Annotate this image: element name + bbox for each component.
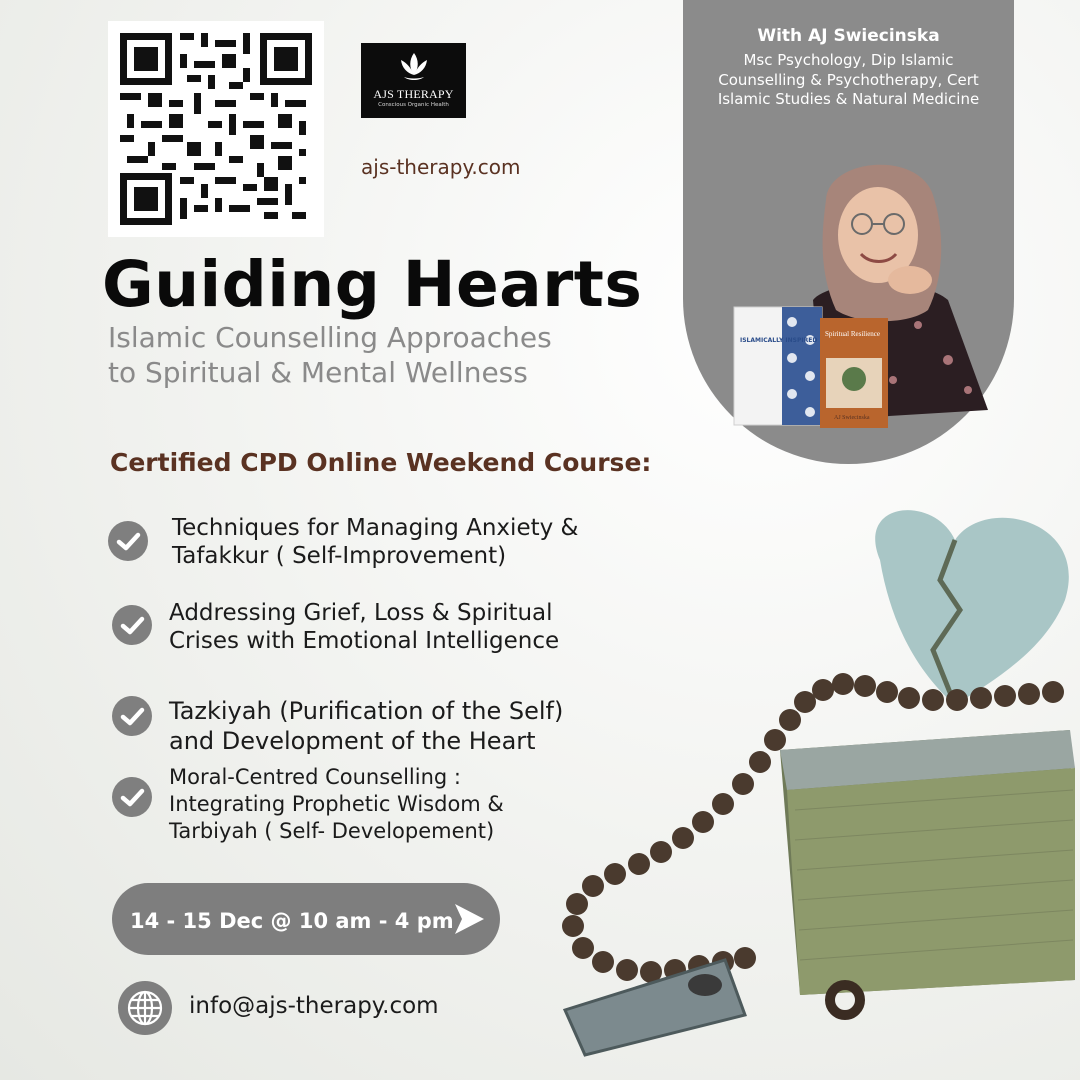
- schedule-text: 14 - 15 Dec @ 10 am - 4 pm: [130, 909, 454, 933]
- broken-heart-icon: [875, 510, 1069, 705]
- credentials-line-2: Counselling & Psychotherapy, Cert: [718, 70, 979, 89]
- topic-2-line-1: Addressing Grief, Loss & Spiritual: [169, 600, 553, 626]
- book2-title: Spiritual Resilience: [825, 330, 881, 338]
- check-icon: [112, 777, 152, 817]
- brand-logo: [361, 43, 466, 118]
- topic-2-line-2: Crises with Emotional Intelligence: [169, 628, 560, 654]
- book-islamically-inspired: [734, 307, 822, 425]
- qr-code-icon[interactable]: [108, 21, 324, 237]
- topic-3-line-1: Tazkiyah (Purification of the Self): [169, 697, 564, 725]
- globe-icon: [118, 981, 172, 1035]
- topic-item-2: [169, 599, 559, 655]
- credentials-line-1: Msc Psychology, Dip Islamic: [743, 51, 954, 69]
- instructor-credentials: [683, 51, 1014, 110]
- subtitle-line-2: to Spiritual & Mental Wellness: [108, 356, 528, 389]
- book1-title: ISLAMICALLY INSPIRED: [740, 337, 818, 344]
- check-icon: [108, 521, 148, 561]
- topic-4-line-3: Tarbiyah ( Self- Developement): [169, 819, 495, 843]
- course-heading: Certified CPD Online Weekend Course:: [110, 448, 652, 477]
- instructor-portrait: [718, 150, 998, 440]
- topic-item-1: [172, 514, 578, 570]
- topic-item-4: [169, 764, 504, 845]
- book-spiritual-resilience: [820, 318, 888, 428]
- subtitle: [108, 320, 552, 390]
- check-icon: [112, 696, 152, 736]
- subtitle-line-1: Islamic Counselling Approaches: [108, 321, 552, 354]
- credentials-line-3: Islamic Studies & Natural Medicine: [717, 90, 980, 108]
- topic-1-line-2: Tafakkur ( Self-Improvement): [172, 543, 507, 569]
- topic-4-line-1: Moral-Centred Counselling :: [169, 765, 461, 789]
- logo-text: AJS THERAPY: [373, 87, 454, 101]
- decorative-image: [555, 500, 1080, 1080]
- page-title: Guiding Hearts: [102, 248, 643, 321]
- check-icon: [112, 605, 152, 645]
- topic-1-line-1: Techniques for Managing Anxiety &: [172, 515, 579, 541]
- website-link[interactable]: ajs-therapy.com: [361, 155, 521, 179]
- contact-email[interactable]: info@ajs-therapy.com: [189, 993, 439, 1019]
- topic-3-line-2: and Development of the Heart: [169, 727, 536, 755]
- topic-4-line-2: Integrating Prophetic Wisdom &: [169, 792, 504, 816]
- topic-item-3: [169, 696, 563, 756]
- lotus-logo-icon: [398, 51, 430, 85]
- arrow-right-icon[interactable]: [452, 902, 486, 936]
- logo-tagline: Conscious Organic Health: [378, 102, 449, 108]
- instructor-name: With AJ Swiecinska: [757, 26, 940, 46]
- book-illustration: [780, 730, 1075, 995]
- book2-author: AJ Swiecinska: [834, 415, 870, 421]
